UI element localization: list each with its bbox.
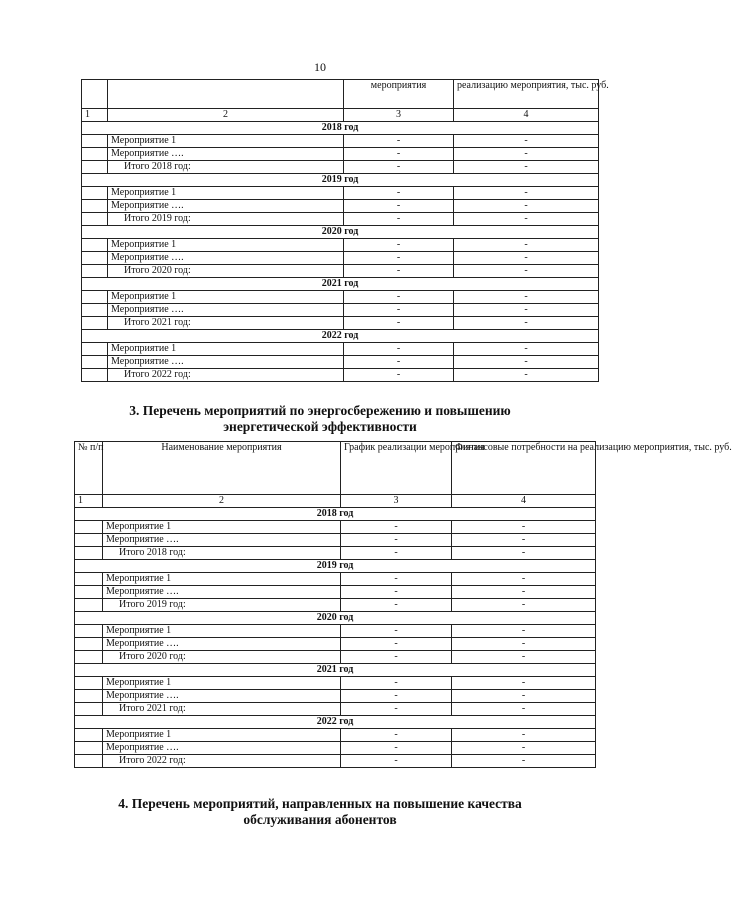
energy-saving-events-table <box>74 441 732 768</box>
column-number-row <box>75 495 596 508</box>
funding-cell: - <box>454 135 599 148</box>
schedule-cell: - <box>344 161 454 174</box>
table-row <box>75 677 596 690</box>
event-name-cell: Итого 2019 год: <box>103 599 341 612</box>
table-row <box>82 369 599 382</box>
year-row <box>82 278 599 291</box>
schedule-cell: - <box>341 729 452 742</box>
row-number-cell <box>82 213 108 226</box>
event-name-cell: Мероприятие 1 <box>108 135 344 148</box>
header-cell <box>82 80 108 109</box>
funding-cell: - <box>452 677 596 690</box>
funding-cell: - <box>454 148 599 161</box>
schedule-cell: - <box>344 252 454 265</box>
event-name-cell: Итого 2022 год: <box>103 755 341 768</box>
funding-cell: - <box>452 534 596 547</box>
row-number-cell <box>75 703 103 716</box>
table-row <box>82 200 599 213</box>
table-row <box>75 651 596 664</box>
table-row <box>82 252 599 265</box>
schedule-cell: - <box>344 187 454 200</box>
section-3-heading: 3. Перечень мероприятий по энергосбережению и повышению энергетической эффективности <box>129 403 511 434</box>
year-label: 2019 год <box>82 174 599 187</box>
event-name-cell: Мероприятие 1 <box>108 239 344 252</box>
event-name-cell: Итого 2021 год: <box>103 703 341 716</box>
table-row <box>75 625 596 638</box>
schedule-cell: - <box>341 534 452 547</box>
header-cell: Наименование мероприятия <box>103 442 341 495</box>
schedule-cell: - <box>344 343 454 356</box>
funding-cell: - <box>452 690 596 703</box>
table-row <box>75 703 596 716</box>
table-row <box>75 729 596 742</box>
year-label: 2020 год <box>82 226 599 239</box>
year-label: 2021 год <box>75 664 596 677</box>
column-number-cell: 1 <box>82 109 108 122</box>
table-row <box>75 586 596 599</box>
row-number-cell <box>75 677 103 690</box>
column-number-cell: 2 <box>103 495 341 508</box>
event-name-cell: Мероприятие 1 <box>108 343 344 356</box>
schedule-cell: - <box>341 547 452 560</box>
column-number-cell: 4 <box>454 109 599 122</box>
row-number-cell <box>82 148 108 161</box>
event-name-cell: Мероприятие 1 <box>103 677 341 690</box>
funding-cell: - <box>452 521 596 534</box>
year-label: 2018 год <box>82 122 599 135</box>
event-name-cell: Мероприятие …. <box>108 252 344 265</box>
row-number-cell <box>82 369 108 382</box>
schedule-cell: - <box>341 638 452 651</box>
table-row <box>75 742 596 755</box>
header-cell: Финансовые потребности на реализацию мероприятия, тыс. руб. <box>452 442 596 495</box>
event-name-cell: Итого 2018 год: <box>108 161 344 174</box>
schedule-cell: - <box>344 239 454 252</box>
funding-cell: - <box>452 599 596 612</box>
row-number-cell <box>75 547 103 560</box>
table-row <box>82 187 599 200</box>
row-number-cell <box>75 651 103 664</box>
row-number-cell <box>82 187 108 200</box>
event-name-cell: Итого 2020 год: <box>103 651 341 664</box>
table-row <box>75 690 596 703</box>
schedule-cell: - <box>341 703 452 716</box>
year-label: 2019 год <box>75 560 596 573</box>
year-label: 2021 год <box>82 278 599 291</box>
table-row <box>82 291 599 304</box>
header-cell: реализацию мероприятия, тыс. руб. <box>454 80 599 109</box>
event-name-cell: Мероприятие …. <box>103 690 341 703</box>
year-row <box>75 664 596 677</box>
schedule-cell: - <box>341 651 452 664</box>
funding-cell: - <box>452 586 596 599</box>
schedule-cell: - <box>341 677 452 690</box>
row-number-cell <box>75 690 103 703</box>
table-row <box>82 239 599 252</box>
header-cell: График реализации мероприятия <box>341 442 452 495</box>
row-number-cell <box>75 573 103 586</box>
table-row <box>82 148 599 161</box>
event-name-cell: Итого 2022 год: <box>108 369 344 382</box>
row-number-cell <box>75 586 103 599</box>
event-name-cell: Итого 2018 год: <box>103 547 341 560</box>
funding-cell: - <box>454 213 599 226</box>
funding-cell: - <box>454 252 599 265</box>
event-name-cell: Мероприятие …. <box>103 534 341 547</box>
row-number-cell <box>75 742 103 755</box>
schedule-cell: - <box>341 521 452 534</box>
row-number-cell <box>75 625 103 638</box>
funding-cell: - <box>454 200 599 213</box>
column-number-cell: 1 <box>75 495 103 508</box>
table-row <box>82 304 599 317</box>
table-row <box>82 265 599 278</box>
table-row <box>82 135 599 148</box>
row-number-cell <box>82 200 108 213</box>
table-row <box>75 521 596 534</box>
schedule-cell: - <box>344 148 454 161</box>
year-row <box>75 560 596 573</box>
column-number-cell: 4 <box>452 495 596 508</box>
event-name-cell: Итого 2021 год: <box>108 317 344 330</box>
funding-cell: - <box>452 703 596 716</box>
row-number-cell <box>75 638 103 651</box>
section-4-heading: 4. Перечень мероприятий, направленных на повышение качества обслуживания абонентов <box>118 796 522 827</box>
funding-cell: - <box>454 161 599 174</box>
funding-cell: - <box>452 573 596 586</box>
event-name-cell: Итого 2019 год: <box>108 213 344 226</box>
event-name-cell: Мероприятие …. <box>103 742 341 755</box>
column-number-cell: 3 <box>341 495 452 508</box>
table-row <box>82 356 599 369</box>
event-name-cell: Мероприятие …. <box>103 586 341 599</box>
row-number-cell <box>82 265 108 278</box>
event-name-cell: Мероприятие …. <box>108 304 344 317</box>
table-row <box>75 599 596 612</box>
funding-cell: - <box>452 755 596 768</box>
header-row <box>75 442 596 495</box>
schedule-cell: - <box>344 356 454 369</box>
funding-cell: - <box>454 291 599 304</box>
row-number-cell <box>75 755 103 768</box>
row-number-cell <box>82 343 108 356</box>
table-row <box>82 213 599 226</box>
row-number-cell <box>75 599 103 612</box>
event-name-cell: Мероприятие 1 <box>103 521 341 534</box>
schedule-cell: - <box>344 213 454 226</box>
row-number-cell <box>75 534 103 547</box>
event-name-cell: Мероприятие 1 <box>108 187 344 200</box>
schedule-cell: - <box>344 369 454 382</box>
event-name-cell: Мероприятие 1 <box>103 573 341 586</box>
event-name-cell: Итого 2020 год: <box>108 265 344 278</box>
year-row <box>75 508 596 521</box>
row-number-cell <box>82 291 108 304</box>
event-name-cell: Мероприятие 1 <box>103 625 341 638</box>
header-row <box>82 80 599 109</box>
funding-cell: - <box>454 304 599 317</box>
funding-cell: - <box>452 729 596 742</box>
schedule-cell: - <box>341 742 452 755</box>
funding-cell: - <box>454 317 599 330</box>
funding-cell: - <box>452 638 596 651</box>
schedule-cell: - <box>344 200 454 213</box>
year-row <box>75 716 596 729</box>
year-row <box>82 122 599 135</box>
year-row <box>75 612 596 625</box>
row-number-cell <box>82 356 108 369</box>
table-row <box>82 317 599 330</box>
event-name-cell: Мероприятие …. <box>103 638 341 651</box>
funding-cell: - <box>454 369 599 382</box>
schedule-cell: - <box>344 135 454 148</box>
row-number-cell <box>75 729 103 742</box>
column-number-cell: 2 <box>108 109 344 122</box>
year-row <box>82 330 599 343</box>
funding-cell: - <box>452 742 596 755</box>
funding-cell: - <box>454 239 599 252</box>
event-name-cell: Мероприятие …. <box>108 356 344 369</box>
schedule-cell: - <box>341 573 452 586</box>
row-number-cell <box>82 161 108 174</box>
table-row <box>75 755 596 768</box>
event-name-cell: Мероприятие 1 <box>108 291 344 304</box>
funding-cell: - <box>454 265 599 278</box>
table-row <box>75 638 596 651</box>
row-number-cell <box>82 135 108 148</box>
schedule-cell: - <box>341 586 452 599</box>
column-number-cell: 3 <box>344 109 454 122</box>
event-name-cell: Мероприятие 1 <box>103 729 341 742</box>
funding-cell: - <box>454 356 599 369</box>
schedule-cell: - <box>344 265 454 278</box>
year-row <box>82 174 599 187</box>
schedule-cell: - <box>341 755 452 768</box>
funding-cell: - <box>452 625 596 638</box>
header-cell: № п/п <box>75 442 103 495</box>
year-label: 2018 год <box>75 508 596 521</box>
table-row <box>75 547 596 560</box>
events-table-continued <box>81 79 609 382</box>
schedule-cell: - <box>341 599 452 612</box>
row-number-cell <box>82 252 108 265</box>
year-row <box>82 226 599 239</box>
year-label: 2022 год <box>75 716 596 729</box>
table-row <box>82 161 599 174</box>
header-cell <box>108 80 344 109</box>
funding-cell: - <box>452 547 596 560</box>
funding-cell: - <box>452 651 596 664</box>
schedule-cell: - <box>344 317 454 330</box>
column-number-row <box>82 109 599 122</box>
row-number-cell <box>82 304 108 317</box>
year-label: 2020 год <box>75 612 596 625</box>
schedule-cell: - <box>344 304 454 317</box>
header-cell: мероприятия <box>344 80 454 109</box>
table-row <box>75 573 596 586</box>
schedule-cell: - <box>344 291 454 304</box>
year-label: 2022 год <box>82 330 599 343</box>
row-number-cell <box>75 521 103 534</box>
table-row <box>82 343 599 356</box>
table-row <box>75 534 596 547</box>
row-number-cell <box>82 239 108 252</box>
schedule-cell: - <box>341 625 452 638</box>
funding-cell: - <box>454 187 599 200</box>
funding-cell: - <box>454 343 599 356</box>
schedule-cell: - <box>341 690 452 703</box>
page-number: 10 <box>314 60 326 74</box>
row-number-cell <box>82 317 108 330</box>
event-name-cell: Мероприятие …. <box>108 148 344 161</box>
event-name-cell: Мероприятие …. <box>108 200 344 213</box>
